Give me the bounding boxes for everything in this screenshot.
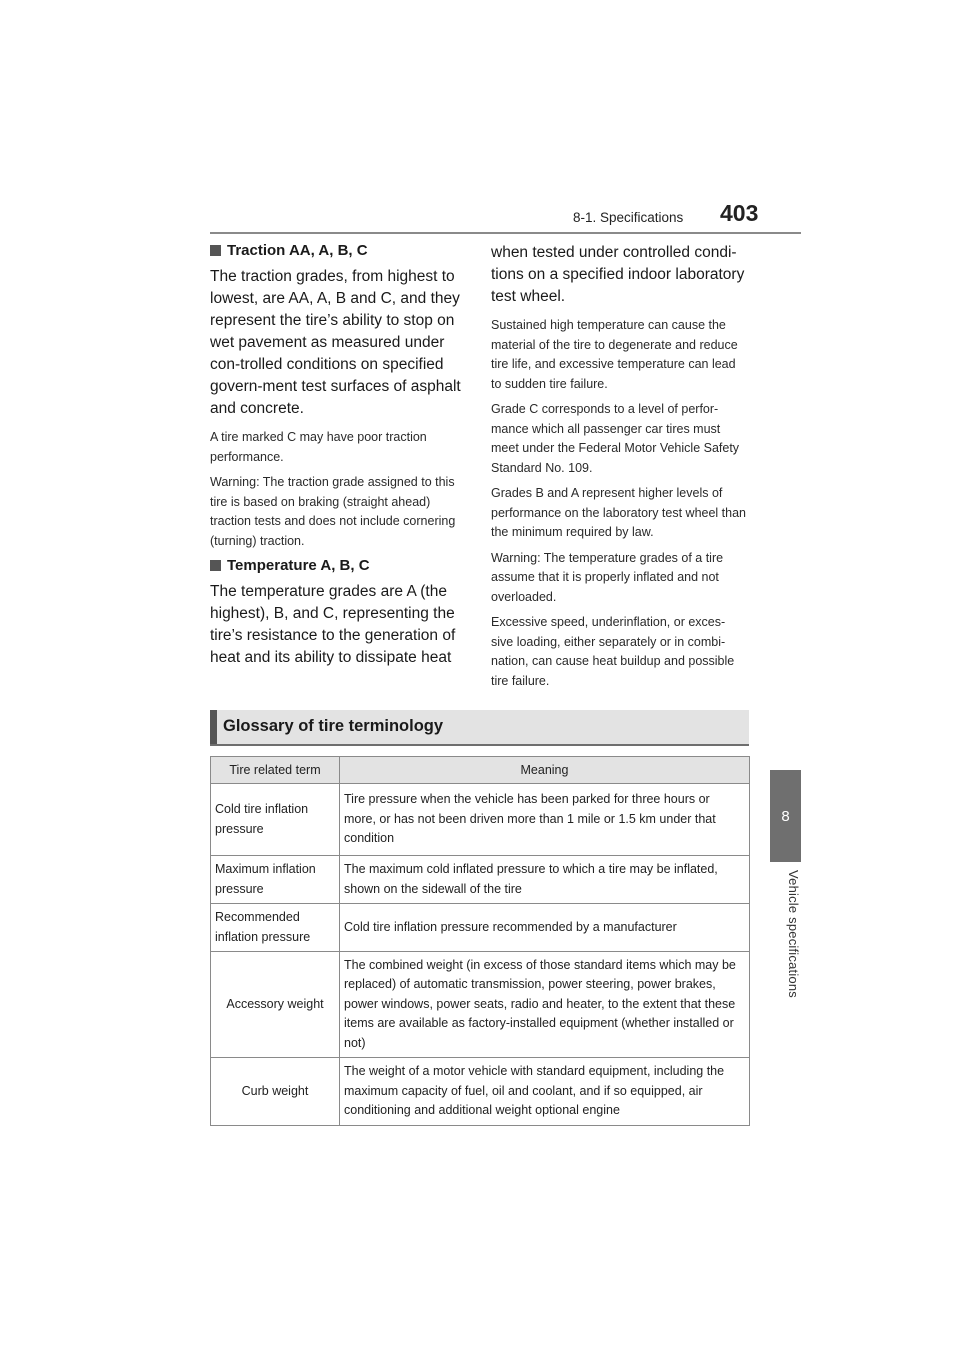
temperature-note: Warning: The temperature grades of a tire assume that it is properly inflated and not overloaded. xyxy=(491,550,724,604)
table-row xyxy=(211,952,750,1058)
glossary-table xyxy=(210,756,750,1126)
section-title: 8-1. Specifications xyxy=(573,210,684,225)
page-number: 403 xyxy=(720,200,759,226)
square-bullet-icon xyxy=(210,245,221,256)
meaning-cell: The maximum cold inflated pressure to which a tire may be inflated, shown on the sidewall of the tire xyxy=(340,856,750,904)
heading-accent xyxy=(210,710,217,744)
right-column xyxy=(491,242,747,697)
table-row xyxy=(211,1058,750,1126)
traction-heading-text: Traction AA, A, B, C xyxy=(227,242,368,259)
meaning-cell: Tire pressure when the vehicle has been parked for three hours or more, or has not been driven more than 1 mile or 1.5 km under that condition xyxy=(340,784,750,856)
table-header-row xyxy=(211,757,750,784)
temperature-paragraph-continued: when tested under controlled condi-tions on a specified indoor laboratory test wheel. xyxy=(491,244,745,305)
chapter-tab xyxy=(770,770,801,862)
column-header: Meaning xyxy=(340,757,750,784)
meaning-cell: The weight of a motor vehicle with standard equipment, including the maximum capacity of fuel, oil and coolant, and if so equipped, air conditioning and additional weight optional engine xyxy=(340,1058,750,1126)
table-row xyxy=(211,856,750,904)
chapter-label: Vehicle specifications xyxy=(786,870,801,998)
glossary-title: Glossary of tire terminology xyxy=(223,717,444,735)
table-row xyxy=(211,784,750,856)
temperature-note: Excessive speed, underinflation, or exces-sive loading, either separately or in combi-nation, can cause heat buildup and possible tire failure. xyxy=(491,615,735,688)
meaning-cell: The combined weight (in excess of those standard items which may be replaced) of automatic transmission, power steering, power brakes, power windows, power seats, radio and heater, to the extent that these items are available as factory-installed equipment (whether installed or not) xyxy=(340,952,750,1058)
column-header: Tire related term xyxy=(211,757,340,784)
temperature-note: Sustained high temperature can cause the material of the tire to degenerate and reduce tire life, and excessive temperature can lead to sudden tire failure. xyxy=(491,318,738,391)
table-row xyxy=(211,904,750,952)
traction-warning: Warning: The traction grade assigned to this tire is based on braking (straight ahead) traction tests and does not include cornering (turning) traction. xyxy=(210,475,456,548)
traction-heading xyxy=(210,242,472,259)
left-column xyxy=(210,242,472,677)
temperature-heading-text: Temperature A, B, C xyxy=(227,557,370,574)
temperature-note: Grades B and A represent higher levels of performance on the laboratory test wheel than the minimum required by law. xyxy=(491,486,747,539)
traction-paragraph: The traction grades, from highest to lowest, are AA, A, B and C, and they represent the tire’s ability to stop on wet pavement as measured under con-trolled conditions on specified govern-ment test surfaces of asphalt and concrete. xyxy=(210,268,461,417)
traction-note: A tire marked C may have poor traction performance. xyxy=(210,430,427,464)
temperature-note: Grade C corresponds to a level of perfor-mance which all passenger car tires must meet under the Federal Motor Vehicle Safety Standard No. 109. xyxy=(491,402,740,475)
meaning-cell: Cold tire inflation pressure recommended by a manufacturer xyxy=(340,904,750,952)
term-cell: Cold tire inflation pressure xyxy=(211,784,340,856)
glossary-heading-bar xyxy=(210,710,749,746)
term-cell: Recommended inflation pressure xyxy=(211,904,340,952)
header-divider xyxy=(210,232,801,234)
temperature-paragraph: The temperature grades are A (the highest), B, and C, representing the tire’s resistance to the generation of heat and its ability to dissipate heat xyxy=(210,583,456,666)
chapter-number: 8 xyxy=(781,807,790,825)
term-cell: Maximum inflation pressure xyxy=(211,856,340,904)
term-cell: Accessory weight xyxy=(211,952,340,1058)
temperature-heading xyxy=(210,557,472,574)
term-cell: Curb weight xyxy=(211,1058,340,1126)
square-bullet-icon xyxy=(210,560,221,571)
